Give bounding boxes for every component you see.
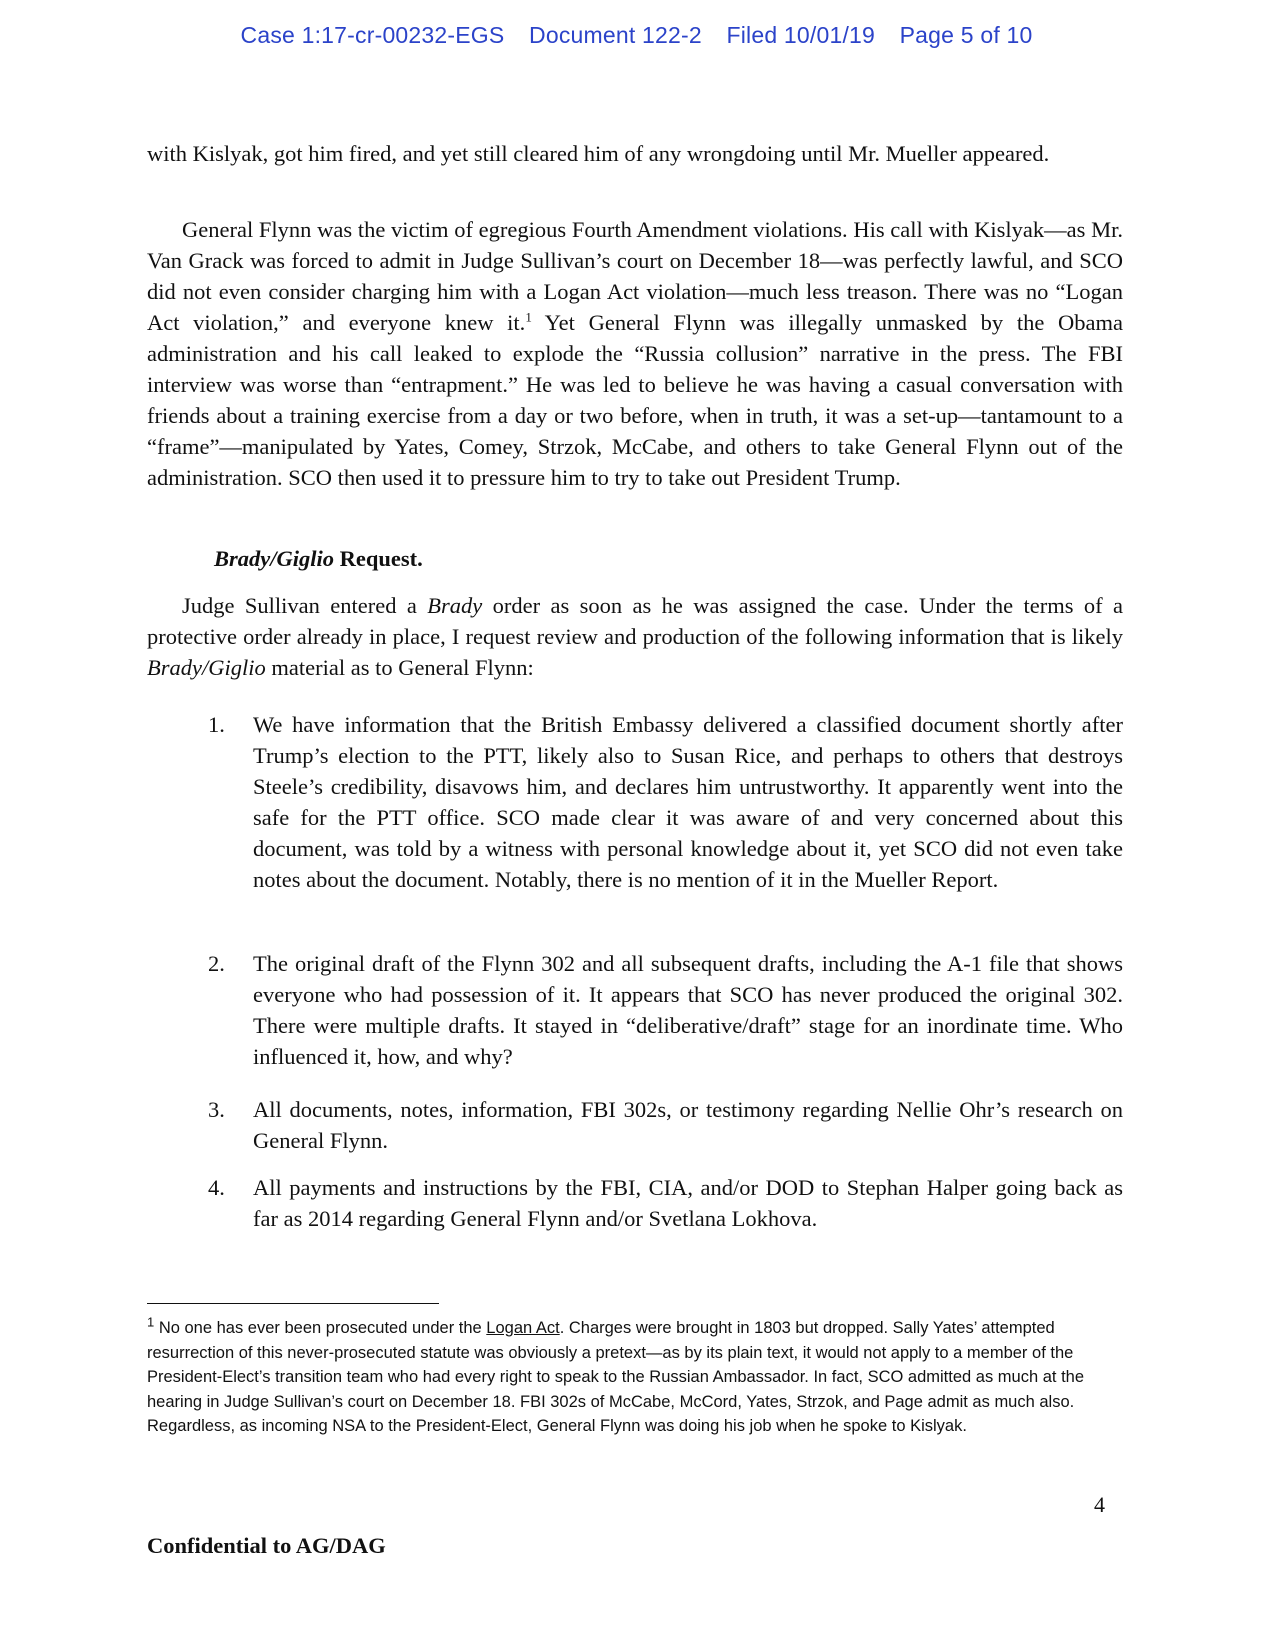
list-text: All documents, notes, information, FBI 302s, or testimony regarding Nellie Ohr’s research on General Flynn. [253,1097,1123,1153]
section-heading [214,546,423,572]
paragraph-text: Yet General Flynn was illegally unmasked by the Obama administration and his call leaked to explode the “Russia collusion” narrative in the press. The FBI interview was worse than “entrapment.” He was led to believe he was having a casual conversation with friends about a training exercise from a day or two before, when in truth, it was a set-up—tantamount to a “frame”—manipulated by Yates, Comey, Strzok, McCabe, and others to take General Flynn out of the administration. SCO then used it to pressure him to try to take out President Trump. [147,310,1123,490]
list-item [208,948,1123,1072]
footnote-text: . Charges were brought in 1803 but dropped. Sally Yates’ attempted resurrection of this never-prosecuted statute was obviously a pretext—as by its plain text, it would not apply to a member of the President-Elect’s transition team who had every right to speak to the Russian Ambassador. In fact, SCO admitted as much at the hearing in Judge Sullivan’s court on December 18. FBI 302s of McCabe, McCord, Yates, Strzok, and Page admit as much also. Regardless, as incoming NSA to the President-Elect, General Flynn was doing his job when he spoke to Kislyak. [147,1319,1085,1435]
paragraph-fourth-amendment [147,214,1123,493]
list-number: 2. [208,951,225,976]
confidential-footer: Confidential to AG/DAG [147,1533,386,1558]
heading-text: Request. [334,546,423,571]
page-indicator: Page 5 of 10 [899,22,1033,48]
list-text: All payments and instructions by the FBI, CIA, and/or DOD to Stephan Halper going back as far as 2014 regarding General Flynn and/or Svetlana Lokhova. [253,1175,1123,1231]
list-number: 3. [208,1097,225,1122]
footnote-text: No one has ever been prosecuted under the [154,1319,487,1337]
list-text: The original draft of the Flynn 302 and all subsequent drafts, including the A-1 file that shows everyone who had possession of it. It appears that SCO has never produced the original 302. There were multiple drafts. It stayed in “deliberative/draft” stage for an inordinate time. Who influenced it, how, and why? [253,951,1123,1069]
case-header [0,22,1273,49]
list-item [208,1094,1123,1156]
italic-term: Brady [427,593,483,618]
case-number: Case 1:17-cr-00232-EGS [240,22,505,48]
document-number: Document 122-2 [529,22,702,48]
list-text: We have information that the British Embassy delivered a classified document shortly after Trump’s election to the PTT, likely also to Susan Rice, and perhaps to others that destroys Steele’s credibility, disavows him, and declares him untrustworthy. It apparently went into the safe for the PTT office. SCO made clear it was aware of and very concerned about this document, was told by a witness with personal knowledge about it, yet SCO did not even take notes about the document. Notably, there is no mention of it in the Mueller Report. [253,712,1123,892]
heading-italic: Brady/Giglio [214,546,335,571]
list-number: 1. [208,712,225,737]
footnote-link[interactable]: Logan Act [486,1319,560,1337]
paragraph-text: General Flynn was the victim of egregious Fourth Amendment violations. His call with Kislyak—as Mr. Van Grack was forced to admit in Judge Sullivan’s court on December 18—was perfectly lawful, and SCO did not even consider charging him with a Logan Act violation—much less treason. There was no “Logan Act violation,” and everyone knew it. [147,217,1123,335]
footnote-mark: 1 [147,1314,155,1330]
list-item [208,1172,1123,1234]
filed-date: Filed 10/01/19 [726,22,876,48]
list-item [208,709,1123,895]
footnote-reference: 1 [525,309,532,325]
paragraph-continuation: with Kislyak, got him fired, and yet still cleared him of any wrongdoing until Mr. Mueller appeared. [147,141,1050,166]
list-number: 4. [208,1175,225,1200]
paragraph-text: Judge Sullivan entered a [182,593,428,618]
italic-term: Brady/Giglio [147,655,266,680]
footnote [147,1316,1123,1439]
paragraph-text: material as to General Flynn: [265,655,534,680]
paragraph-request [147,590,1123,683]
paragraph-text: order as soon as he was assigned the case. Under the terms of a protective order already in place, I request review and production of the following information that is likely [147,593,1123,649]
page-number: 4 [1094,1492,1105,1517]
footnote-divider [147,1303,439,1304]
